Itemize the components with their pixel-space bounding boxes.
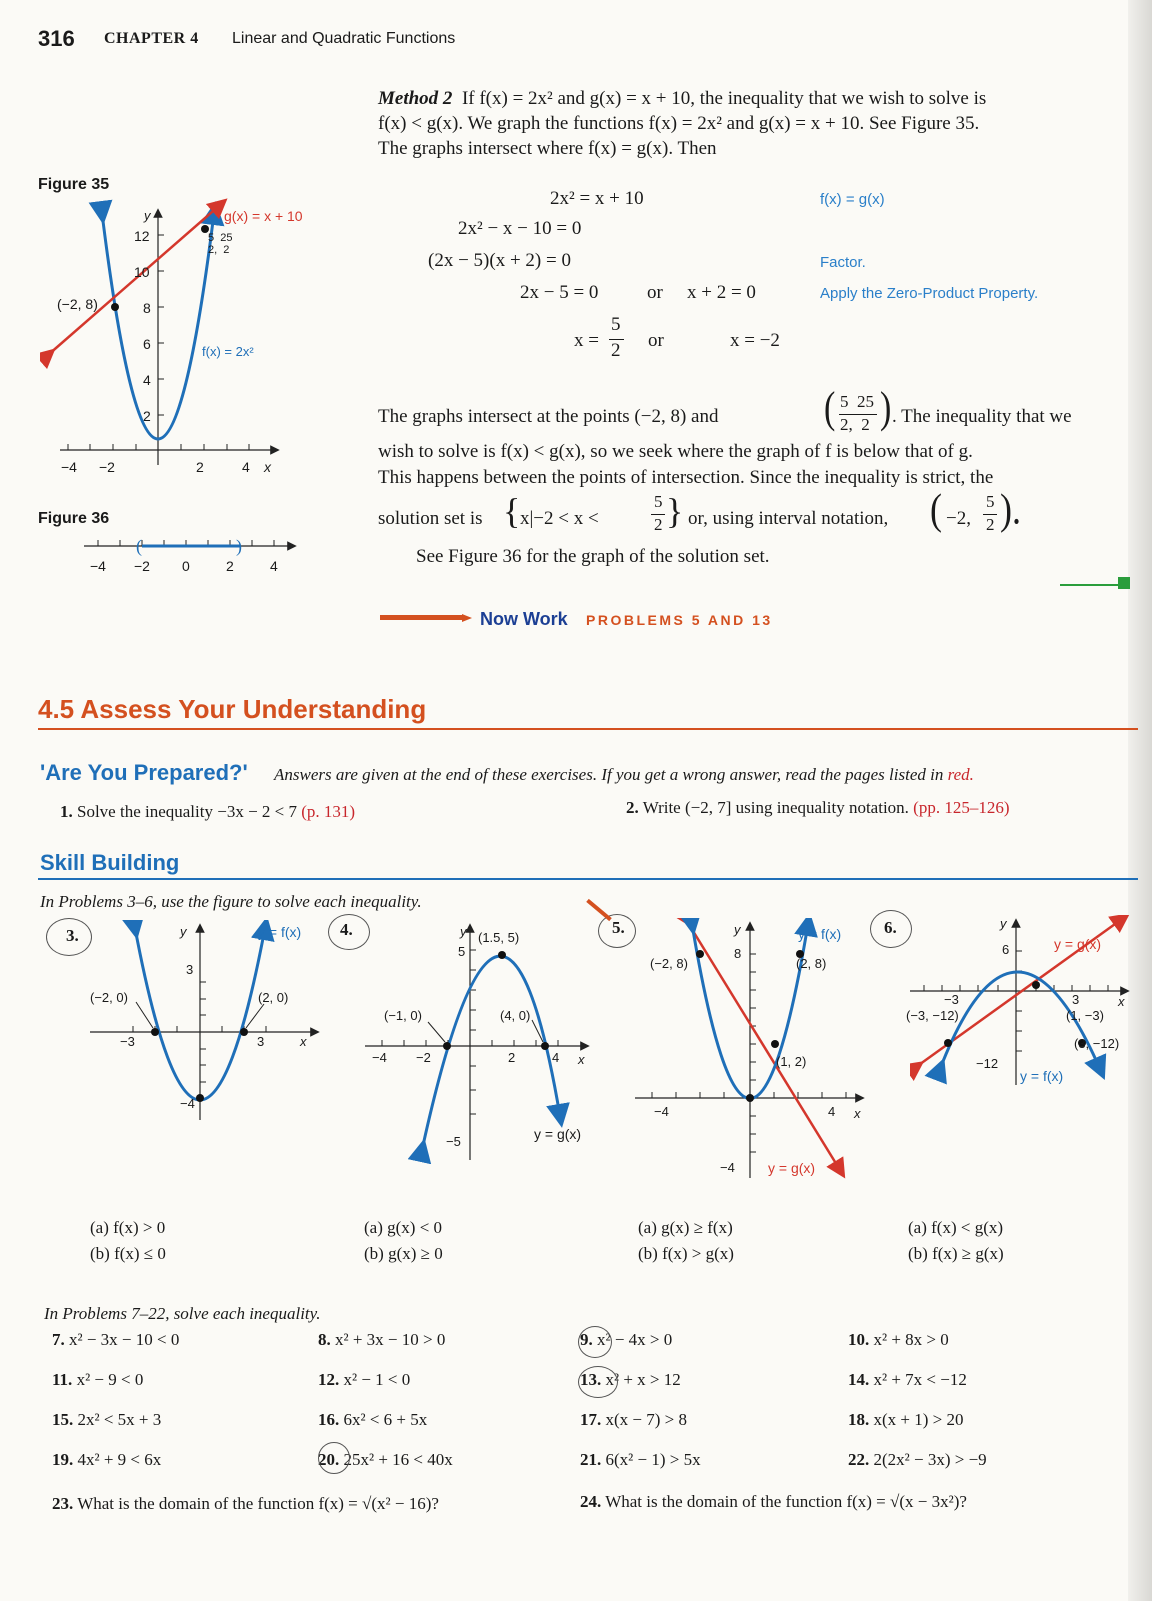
problem-23	[52, 1494, 439, 1514]
problem-24-text: What is the domain of the function f(x) = √(x − 3x²)?	[605, 1492, 967, 1511]
are-you-prepared-desc	[274, 765, 974, 785]
problem-number: 21.	[580, 1450, 602, 1469]
para-line1-end: . The inequality that we	[892, 406, 1072, 427]
fig35-xtick-m2: −2	[99, 459, 115, 475]
g5-f-label: y = f(x)	[798, 926, 842, 942]
problem-6-num: 6.	[884, 918, 897, 937]
problem-text: x(x − 7) > 8	[605, 1410, 687, 1429]
skill-building-rule	[38, 878, 1138, 880]
figure-36-number-line	[80, 530, 300, 560]
problem-number: 7.	[52, 1330, 65, 1349]
g4-g-label: y = g(x)	[534, 1126, 582, 1142]
g5-point-mid: (1, 2)	[776, 1054, 807, 1069]
fig35-ytick-4: 4	[143, 372, 151, 388]
g3-ytick-m4: −4	[180, 1096, 195, 1111]
g4-part-a: (a) g(x) < 0	[364, 1218, 443, 1237]
fig35-xtick-m4: −4	[61, 459, 77, 475]
fig35-ytick-2: 2	[143, 408, 151, 424]
fig35-y-axis-label: y	[144, 208, 151, 223]
problem-item	[318, 1370, 410, 1390]
g6-y-label: y	[1000, 916, 1007, 931]
g4-point-right: (4, 0)	[500, 1008, 531, 1023]
problem-text: x(x + 1) > 20	[873, 1410, 964, 1429]
prep-problem-1-text: Solve the inequality −3x − 2 < 7	[77, 802, 297, 821]
problem-9-circle	[578, 1326, 612, 1358]
para-int-num: 5	[986, 492, 995, 511]
g5-xtick-m4: −4	[654, 1104, 669, 1119]
problem-23-text: What is the domain of the function f(x) = √(x² − 16)?	[77, 1494, 439, 1513]
problem-number: 16.	[318, 1410, 340, 1429]
g3-part-a: (a) f(x) > 0	[90, 1218, 166, 1237]
are-you-prepared-heading: 'Are You Prepared?'	[40, 760, 248, 785]
fig36-tick-2: 2	[226, 558, 234, 574]
page-edge-shadow	[1128, 0, 1152, 1601]
para-int-den: 2	[986, 515, 995, 534]
g5-xtick-4: 4	[828, 1104, 836, 1119]
g5-part-a: (a) g(x) ≥ f(x)	[638, 1218, 733, 1237]
ayp-desc-red: red.	[947, 765, 974, 784]
interval-paren-open: (	[930, 485, 942, 533]
fig35-f-label: f(x) = 2x²	[202, 344, 254, 359]
problem-item	[580, 1450, 701, 1470]
work-row-4-right: x + 2 = 0	[687, 282, 756, 303]
g4-ytick-5: 5	[458, 944, 466, 959]
g4-xtick-m2: −2	[416, 1050, 431, 1065]
work-note-1: f(x) = g(x)	[820, 191, 885, 208]
problem-20-circle	[318, 1442, 350, 1474]
prep-problem-2-ref: (pp. 125–126)	[913, 798, 1010, 817]
g5-point-right: (2, 8)	[796, 956, 827, 971]
problem-number: 20.	[318, 1450, 340, 1469]
fig36-tick-m2: −2	[134, 558, 150, 574]
method2-paragraph	[378, 86, 1138, 161]
para-line1: The graphs intersect at the points (−2, 8) and	[378, 406, 719, 427]
problem-text: x² − 4x > 0	[597, 1330, 673, 1349]
problem-text: x² − 1 < 0	[343, 1370, 411, 1389]
g5-point-left: (−2, 8)	[650, 956, 688, 971]
problem-number: 18.	[848, 1410, 870, 1429]
problem-text: 6(x² − 1) > 5x	[605, 1450, 701, 1469]
fig35-ytick-8: 8	[143, 300, 151, 316]
g3-part-b: (b) f(x) ≤ 0	[90, 1244, 166, 1263]
para-point-den: 2, 2	[840, 415, 870, 434]
para-set: x|−2 < x <	[520, 508, 599, 529]
g4-xtick-2: 2	[508, 1050, 516, 1065]
problem-number: 10.	[848, 1330, 870, 1349]
ayp-desc-text: Answers are given at the end of these exercises. If you get a wrong answer, read the pages listed in	[274, 765, 944, 784]
work-row-4-left: 2x − 5 = 0	[520, 282, 599, 303]
fig35-g-label: g(x) = x + 10	[224, 208, 303, 224]
para-line5: See Figure 36 for the graph of the solution set.	[416, 546, 770, 567]
problem-number: 14.	[848, 1370, 870, 1389]
problem-text: x² + 3x − 10 > 0	[335, 1330, 446, 1349]
fig35-xtick-4: 4	[242, 459, 250, 475]
prep-problem-1	[60, 802, 355, 822]
problem-number: 17.	[580, 1410, 602, 1429]
prep-problem-2-text: Write (−2, 7] using inequality notation.	[642, 798, 909, 817]
g6-ytick-6: 6	[1002, 942, 1010, 957]
fig35-ytick-6: 6	[143, 336, 151, 352]
chapter-label: CHAPTER 4	[104, 30, 199, 47]
g3-xtick-m3: −3	[120, 1034, 135, 1049]
g3-point-right: (2, 0)	[258, 990, 289, 1005]
problem-number: 22.	[848, 1450, 870, 1469]
problem-text: x² − 3x − 10 < 0	[69, 1330, 180, 1349]
problem-3-num: 3.	[66, 926, 79, 945]
problem-3-graph	[80, 920, 330, 1130]
svg-text:(: (	[136, 536, 142, 556]
fig35-ytick-12: 12	[134, 228, 150, 244]
work-row-4-or: or	[647, 282, 663, 303]
work-row-5-right: x = −2	[730, 330, 780, 351]
pencil-icon	[380, 615, 462, 620]
problem-number: 15.	[52, 1410, 74, 1429]
fig35-point-right-num: 5 25	[208, 232, 233, 244]
svg-text:): )	[236, 536, 242, 556]
now-work-label: Now Work	[480, 609, 568, 629]
g3-point-left: (−2, 0)	[90, 990, 128, 1005]
g6-xtick-3: 3	[1072, 992, 1080, 1007]
section-title: 4.5 Assess Your Understanding	[38, 694, 427, 724]
g6-point-mid: (1, −3)	[1066, 1008, 1104, 1023]
interval-paren-close: ).	[1000, 485, 1021, 533]
fig35-ytick-10: 10	[134, 264, 150, 280]
work-row-5-den: 2	[611, 340, 621, 361]
problem-text: 25x² + 16 < 40x	[343, 1450, 453, 1469]
work-row-5-x: x =	[574, 330, 599, 351]
problem-text: x² − 9 < 0	[76, 1370, 144, 1389]
problem-number: 19.	[52, 1450, 74, 1469]
g4-x-label: x	[578, 1052, 585, 1067]
prep-problem-1-ref: (p. 131)	[301, 802, 356, 821]
g4-ytick-m5: −5	[446, 1134, 461, 1149]
now-work-problems: PROBLEMS 5 AND 13	[586, 612, 773, 628]
g3-x-label: x	[300, 1034, 307, 1049]
fig35-x-axis-label: x	[264, 459, 271, 475]
prep-problem-2-num: 2.	[626, 798, 639, 817]
pencil-tip-icon	[462, 614, 472, 622]
work-row-1: 2x² = x + 10	[550, 188, 644, 209]
problem-text: x² + x > 12	[605, 1370, 681, 1389]
g6-xtick-m3: −3	[944, 992, 959, 1007]
fig35-point-right-den: 2, 2	[208, 244, 230, 256]
problem-number: 12.	[318, 1370, 340, 1389]
problem-23-num: 23.	[52, 1494, 74, 1513]
end-example-square	[1118, 577, 1130, 589]
problem-item	[848, 1370, 967, 1390]
g6-x-label: x	[1118, 994, 1125, 1009]
fig36-tick-m4: −4	[90, 558, 106, 574]
g6-part-b: (b) f(x) ≥ g(x)	[908, 1244, 1004, 1263]
problem-item	[318, 1410, 427, 1430]
g6-ytick-m12: −12	[976, 1056, 999, 1071]
problem-item	[52, 1370, 143, 1390]
g5-y-label: y	[734, 922, 741, 937]
g6-point-right: (3, −12)	[1074, 1036, 1120, 1051]
para-line3: This happens between the points of intersection. Since the inequality is strict, the	[378, 467, 994, 488]
chapter-title: Linear and Quadratic Functions	[232, 30, 456, 47]
problem-item	[52, 1410, 161, 1430]
g4-y-label: y	[460, 924, 467, 939]
prep-problem-2	[626, 798, 1010, 818]
problem-text: 6x² < 6 + 5x	[343, 1410, 428, 1429]
figure-35-graph	[40, 195, 350, 485]
g4-part-b: (b) g(x) ≥ 0	[364, 1244, 443, 1263]
g5-part-b: (b) f(x) > g(x)	[638, 1244, 734, 1263]
problem-item	[318, 1330, 445, 1350]
skill-building-heading: Skill Building	[40, 850, 180, 875]
fig36-tick-0: 0	[182, 558, 190, 574]
work-row-2: 2x² − x − 10 = 0	[458, 218, 582, 239]
g3-y-label: y	[180, 924, 187, 939]
g5-x-label: x	[854, 1106, 861, 1121]
para-line4-a: solution set is	[378, 508, 483, 529]
fig35-point-left: (−2, 8)	[57, 296, 98, 312]
brace-close: }	[666, 491, 684, 531]
g4-point-left: (−1, 0)	[384, 1008, 422, 1023]
g3-f-label: y = f(x)	[258, 924, 302, 940]
g3-xtick-3: 3	[257, 1034, 265, 1049]
para-point-num: 5 25	[840, 392, 874, 411]
problem-24-num: 24.	[580, 1492, 602, 1511]
problem-text: 2(2x² − 3x) > −9	[873, 1450, 987, 1469]
problem-number: 8.	[318, 1330, 331, 1349]
problem-4-num: 4.	[340, 920, 353, 939]
fig36-tick-4: 4	[270, 558, 278, 574]
g4-point-top: (1.5, 5)	[478, 930, 520, 945]
problem-item	[848, 1450, 987, 1470]
fig35-xtick-2: 2	[196, 459, 204, 475]
para-set-num: 5	[654, 492, 663, 511]
work-note-factor: Factor.	[820, 254, 866, 271]
work-note-zero-product: Apply the Zero-Product Property.	[820, 285, 1039, 302]
prep-problem-1-num: 1.	[60, 802, 73, 821]
section-rule	[38, 728, 1138, 730]
para-line2: wish to solve is f(x) < g(x), so we seek where the graph of f is below that of g.	[378, 441, 973, 462]
problem-item	[848, 1410, 964, 1430]
work-row-5-num: 5	[611, 314, 621, 335]
problem-5-pencil-icon	[586, 899, 612, 921]
g5-ytick-m4: −4	[720, 1160, 735, 1175]
method2-line1: If f(x) = 2x² and g(x) = x + 10, the inequality that we wish to solve is	[461, 88, 987, 109]
problem-text: x² + 8x > 0	[873, 1330, 949, 1349]
problem-item	[52, 1450, 161, 1470]
problem-item	[580, 1410, 687, 1430]
problem-number: 11.	[52, 1370, 73, 1389]
para-line4-c: or, using interval notation,	[688, 508, 889, 529]
problem-text: 4x² + 9 < 6x	[77, 1450, 162, 1469]
problem-text: 2x² < 5x + 3	[77, 1410, 162, 1429]
problem-number: 9.	[580, 1330, 593, 1349]
para-set-den: 2	[654, 515, 663, 534]
problem-24	[580, 1492, 967, 1512]
end-example-rule	[1060, 584, 1118, 586]
g3-ytick-3: 3	[186, 962, 194, 977]
figure-36-label: Figure 36	[38, 510, 110, 527]
paren-open: (	[824, 384, 836, 433]
g5-g-label: y = g(x)	[768, 1160, 816, 1176]
problem-item	[52, 1330, 179, 1350]
problem-5-num: 5.	[612, 918, 625, 937]
method2-label: Method 2	[378, 88, 453, 109]
problem-13-circle	[578, 1366, 618, 1398]
problem-text: x² + 7x < −12	[873, 1370, 967, 1389]
g6-part-a: (a) f(x) < g(x)	[908, 1218, 1004, 1237]
g6-point-left: (−3, −12)	[906, 1008, 959, 1023]
g5-ytick-8: 8	[734, 946, 742, 961]
figure-35-label: Figure 35	[38, 176, 110, 193]
method2-line3: The graphs intersect where f(x) = g(x). Then	[378, 138, 717, 159]
problems-7-22-intro: In Problems 7–22, solve each inequality.	[44, 1304, 321, 1323]
brace-open: {	[503, 491, 521, 531]
paren-close: )	[880, 384, 892, 433]
page-number: 316	[38, 26, 75, 51]
work-row-5-or: or	[648, 330, 664, 351]
para-interval: −2,	[946, 508, 971, 529]
g4-xtick-m4: −4	[372, 1050, 387, 1065]
g6-f-label: y = f(x)	[1020, 1068, 1064, 1084]
problem-number: 13.	[580, 1370, 602, 1389]
problems-3-6-intro: In Problems 3–6, use the figure to solve each inequality.	[40, 892, 422, 911]
problem-item	[848, 1330, 949, 1350]
g6-g-label: y = g(x)	[1054, 936, 1102, 952]
g4-xtick-4: 4	[552, 1050, 560, 1065]
method2-line2: f(x) < g(x). We graph the functions f(x) = 2x² and g(x) = x + 10. See Figure 35.	[378, 113, 980, 134]
work-row-3: (2x − 5)(x + 2) = 0	[428, 250, 571, 271]
